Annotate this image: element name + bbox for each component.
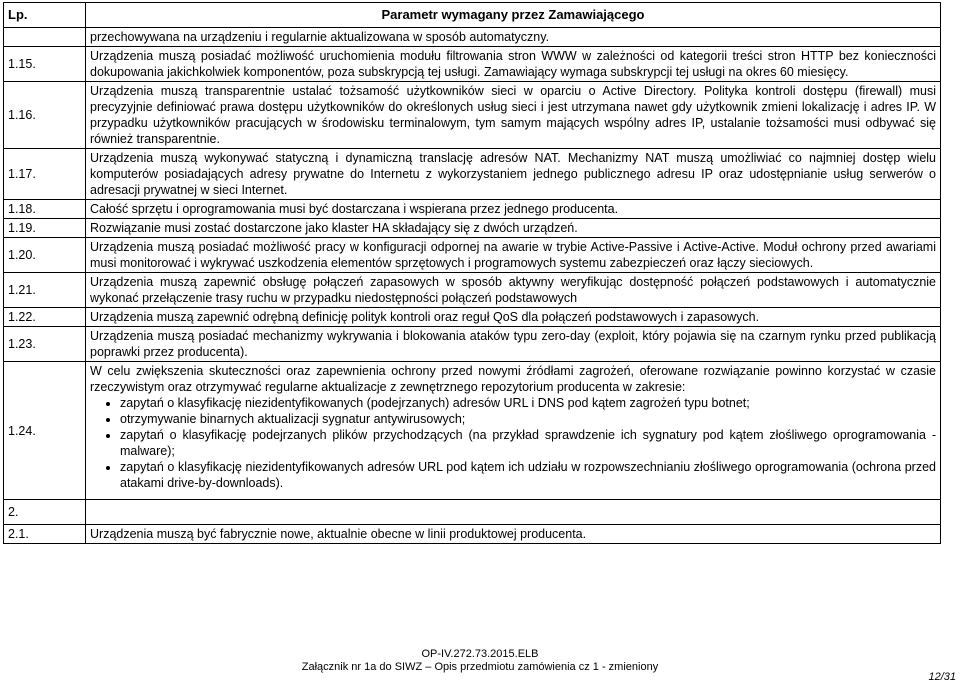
row-number: 1.21. (4, 273, 86, 308)
table-header-row (4, 3, 941, 28)
row-number: 1.18. (4, 200, 86, 219)
table-row (4, 82, 941, 149)
row-text: Urządzenia muszą zapewnić odrębną definicję polityk kontroli oraz reguł QoS dla połączeń podstawowych i zapasowych. (86, 308, 941, 327)
row-number: 1.23. (4, 327, 86, 362)
section-text (86, 500, 941, 525)
row-number (4, 28, 86, 47)
row-number: 1.20. (4, 238, 86, 273)
row-number: 1.16. (4, 82, 86, 149)
row-text: Urządzenia muszą zapewnić obsługę połączeń zapasowych w sposób aktywny weryfikując dostępność połączeń podstawowych i automatycznie wykonać przełączenie trasy ruchu w przypadku niedostępności połączeń podstawowych (86, 273, 941, 308)
table-row (4, 525, 941, 544)
row-text: Urządzenia muszą transparentnie ustalać tożsamość użytkowników sieci w oparciu o Active Directory. Polityka kontroli dostępu (firewall) musi precyzyjnie definiować prawa dostępu użytkowników do określonych usług sieci i jest utrzymana nawet gdy użytkownik zmieni lokalizację i adres IP. W przypadku użytkowników pracujących w środowisku terminalowym, tym samym mających wspólny adres IP, ustalanie tożsamości musi odbywać się również transparentnie. (86, 82, 941, 149)
lp-column-header: Lp. (4, 3, 86, 28)
page-number: 12/31 (928, 671, 956, 683)
bullet-item: • otrzymywanie binarnych aktualizacji sygnatur antywirusowych; (120, 411, 936, 427)
table-row (4, 200, 941, 219)
table-row (4, 362, 941, 500)
row-number: 1.24. (4, 362, 86, 500)
section-row (4, 500, 941, 525)
section-number: 2. (4, 500, 86, 525)
row-text: Urządzenia muszą posiadać możliwość uruchomienia modułu filtrowania stron WWW w zależności od kategorii treści stron HTTP bez konieczności dokupowania jakichkolwiek komponentów, poza subskrypcją tej usługi. Zamawiający wymaga subskrypcji tej usługi na okres 60 miesięcy. (86, 47, 941, 82)
bullet-item: • zapytań o klasyfikację niezidentyfikowanych adresów URL pod kątem ich udziału w rozpowszechnianiu złośliwego oprogramowania (ochrona przed atakami drive-by-downloads). (120, 459, 936, 491)
bullet-item: • zapytań o klasyfikację podejrzanych plików przychodzących (na przykład sprawdzenie ich sygnatury pod kątem złośliwego oprogramowania - malware); (120, 427, 936, 459)
row-number: 1.15. (4, 47, 86, 82)
table-row (4, 238, 941, 273)
param-column-header: Parametr wymagany przez Zamawiającego (86, 3, 941, 28)
table-row (4, 219, 941, 238)
table-row (4, 149, 941, 200)
table-row (4, 47, 941, 82)
row-text: Urządzenia muszą posiadać możliwość pracy w konfiguracji odpornej na awarie w trybie Active-Passive i Active-Active. Moduł ochrony przed awariami musi monitorować i wykrywać uszkodzenia elementów sprzętowych i programowych systemu zabezpieczeń oraz łączy sieciowych. (86, 238, 941, 273)
footer-annex-title: Załącznik nr 1a do SIWZ – Opis przedmiotu zamówienia cz 1 - zmieniony (301, 661, 659, 673)
row-text: Urządzenia muszą posiadać mechanizmy wykrywania i blokowania ataków typu zero-day (exploit, który pojawia się na czarnym rynku przed publikacją poprawki przez producenta). (86, 327, 941, 362)
row-number: 1.19. (4, 219, 86, 238)
bullet-item: • zapytań o klasyfikację niezidentyfikowanych (podejrzanych) adresów URL i DNS pod kątem zagrożeń typu botnet; (120, 395, 936, 411)
footer-reference: OP-IV.272.73.2015.ELB (421, 648, 539, 660)
row-text: Urządzenia muszą być fabrycznie nowe, aktualnie obecne w linii produktowej producenta. (86, 525, 941, 544)
table-row (4, 327, 941, 362)
row-number: 1.17. (4, 149, 86, 200)
row-text: przechowywana na urządzeniu i regularnie aktualizowana w sposób automatyczny. (86, 28, 941, 47)
row-text: Całość sprzętu i oprogramowania musi być dostarczana i wspierana przez jednego producenta. (86, 200, 941, 219)
table-row (4, 273, 941, 308)
table-row (4, 28, 941, 47)
requirements-table (3, 2, 941, 544)
row-text: Rozwiązanie musi zostać dostarczone jako klaster HA składający się z dwóch urządzeń. (86, 219, 941, 238)
table-row (4, 308, 941, 327)
bullet-list (90, 395, 936, 491)
row-content (86, 362, 941, 500)
row-text: W celu zwiększenia skuteczności oraz zapewnienia ochrony przed nowymi źródłami zagrożeń, oferowane rozwiązanie powinno korzystać w czasie rzeczywistym oraz otrzymywać regularne aktualizacje z zewnętrznego repozytorium producenta w zakresie: (90, 364, 936, 394)
row-number: 2.1. (4, 525, 86, 544)
row-number: 1.22. (4, 308, 86, 327)
row-text: Urządzenia muszą wykonywać statyczną i dynamiczną translację adresów NAT. Mechanizmy NAT muszą umożliwiać co najmniej dostęp wielu komputerów posiadających adresy prywatne do Internetu z wykorzystaniem jednego publicznego adresu IP oraz udostępnianie usług serwerów o adresacji prywatnej w sieci Internet. (86, 149, 941, 200)
